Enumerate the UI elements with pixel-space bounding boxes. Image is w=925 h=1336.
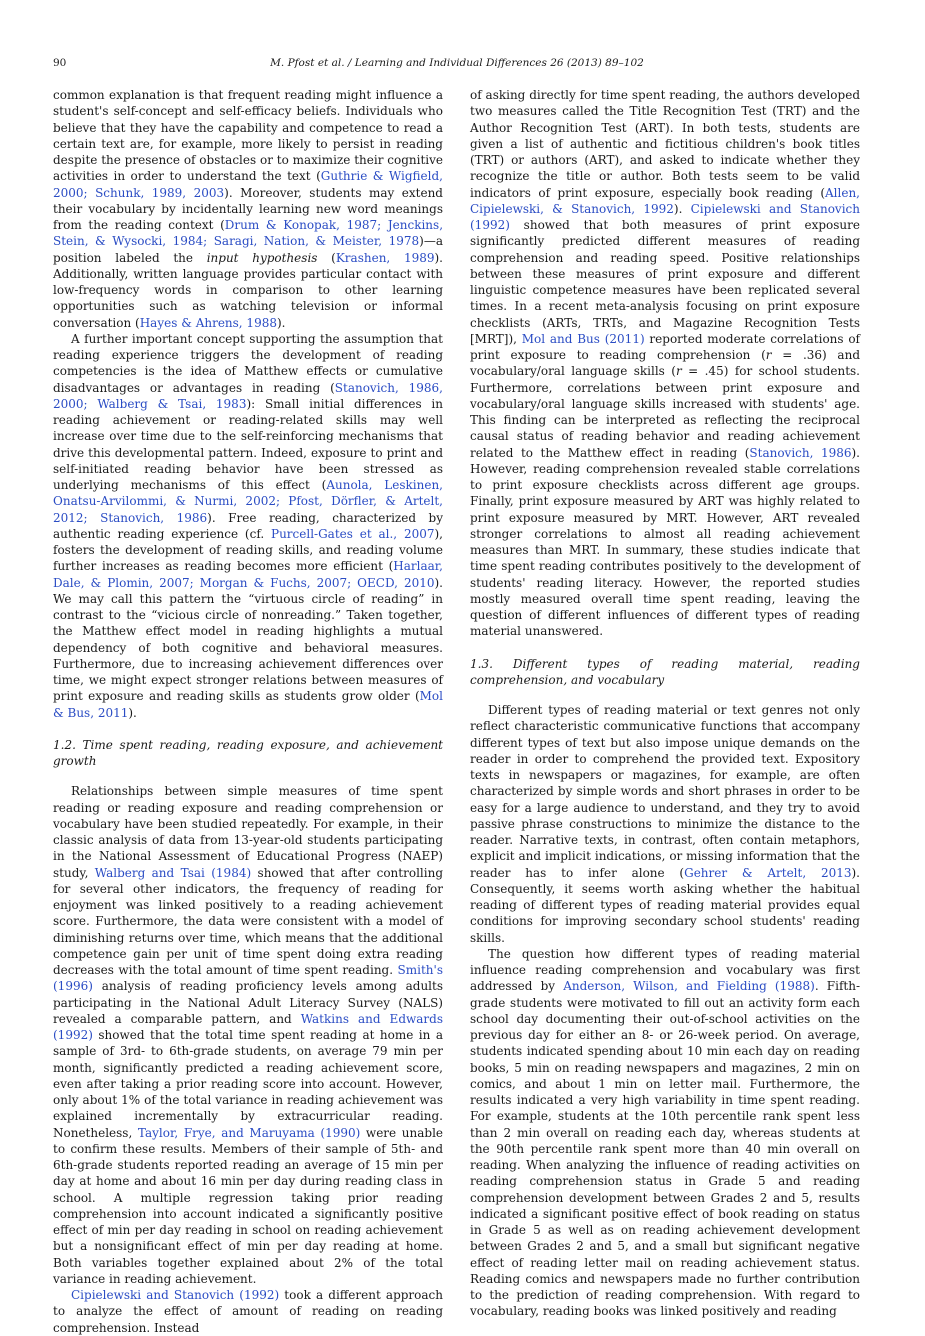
citation-link[interactable]: Purcell-Gates et al., 2007 (271, 526, 435, 541)
paragraph: of asking directly for time spent reading, the authors developed two measures called the Title Recognition Test (TRT) and the Author Recognition Test (ART). In both tests, students are given a list of authentic and fictitious children's book titles (TRT) or authors (ART), and asked to indicate whether they recognize the title or author. Both tests seem to be valid indicators of print exposure, especially book reading (Allen, Cipielewski, & Stanovich, 1992). Cipielewski and Stanovich (1992) showed that both measures of print exposure significantly predicted different measures of reading comprehension and reading speed. Positive relationships between these measures of print exposure and different linguistic competence measures have been replicated several times. In a recent meta-analysis focusing on print exposure checklists (ARTs, TRTs, and Magazine Recognition Tests [MRT]), Mol and Bus (2011) reported moderate correlations of print exposure to reading comprehension (r = .36) and vocabulary/oral language skills (r = .45) for school students. Furthermore, correlations between print exposure and vocabulary/oral language skills increased with students' age. This finding can be interpreted as reflecting the reciprocal causal status of reading behavior and reading achievement related to the Matthew effect in reading (Stanovich, 1986). However, reading comprehension revealed stable correlations to print exposure checklists across different age groups. Finally, print exposure measured by ART was highly related to print exposure measured by MRT. However, ART revealed stronger correlations to almost all reading achievement measures than MRT. In summary, these studies indicate that time spent reading contributes positively to the development of students' reading literacy. However, the reported studies mostly measured overall time spent reading, leaving the question of different influences of different types of reading material unanswered. (470, 88, 861, 639)
paragraph: Cipielewski and Stanovich (1992) took a different approach to analyze the effect of amount of reading on reading comprehension. Instead (53, 1288, 444, 1335)
citation-link[interactable]: Smith's (1996) (53, 963, 443, 994)
paragraph: A further important concept supporting the assumption that reading experience triggers the development of reading competencies is the idea of Matthew effects or cumulative disadvantages or advantages in reading (Stanovich, 1986, 2000; Walberg & Tsai, 1983): Small initial differences in reading achievement or reading-related skills may well increase over time due to the self-reinforcing mechanisms that drive this developmental pattern. Indeed, exposure to print and self-initiated reading behavior have been stressed as underlying mechanisms of this effect (Aunola, Leskinen, Onatsu-Arvilommi, & Nurmi, 2002; Pfost, Dörfler, & Artelt, 2012; Stanovich, 1986). Free reading, characterized by authentic reading experience (cf. Purcell-Gates et al., 2007), fosters the development of reading skills, and reading volume further increases as reading becomes more efficient (Harlaar, Dale, & Plomin, 2007; Morgan & Fuchs, 2007; OECD, 2010). We may call this pattern the “virtuous circle of reading” in contrast to the “vicious circle of nonreading.” Taken together, the Matthew effect model in reading highlights a mutual dependency of both cognitive and behavioral measures. Furthermore, due to increasing achievement differences over time, we might expect stronger relations between measures of print exposure and reading skills as students grow older (Mol & Bus, 2011). (53, 331, 443, 720)
section-heading: 1.3. Different types of reading material, reading comprehension, and vocabulary (470, 656, 860, 687)
citation-link[interactable]: Stanovich, 1986, 2000; Walberg & Tsai, 1983 (53, 380, 443, 411)
running-head: M. Pfost et al. / Learning and Individual Differences 26 (2013) 89–102 (270, 57, 644, 69)
citation-link[interactable]: Guthrie & Wigfield, 2000; Schunk, 1989, 2003 (53, 169, 443, 200)
citation-link[interactable]: Mol & Bus, 2011 (53, 689, 443, 720)
right-column (470, 87, 860, 1320)
citation-link[interactable]: Drum & Konopak, 1987; Jenckins, Stein, & Wysocki, 1984; Saragi, Nation, & Meister, 1978 (53, 218, 444, 249)
citation-link[interactable]: Allen, Cipielewski, & Stanovich, 1992 (470, 185, 860, 216)
citation-link[interactable]: Aunola, Leskinen, Onatsu-Arvilommi, & Nurmi, 2002; Pfost, Dörfler, & Artelt, 2012; Stanovich, 1986 (53, 478, 443, 525)
citation-link[interactable]: Hayes & Ahrens, 1988 (139, 315, 277, 330)
citation-link[interactable]: Krashen, 1989 (335, 250, 435, 265)
citation-link[interactable]: Mol and Bus (2011) (521, 331, 645, 346)
citation-link[interactable]: Cipielewski and Stanovich (1992) (470, 201, 860, 232)
citation-link[interactable]: Watkins and Edwards (1992) (53, 1011, 443, 1042)
citation-link[interactable]: Taylor, Frye, and Maruyama (1990) (137, 1125, 361, 1140)
page-number: 90 (53, 57, 67, 69)
paragraph: Relationships between simple measures of time spent reading or reading exposure and reading comprehension or vocabulary have been studied repeatedly. For example, in their classic analysis of data from 13-year-old students participating in the National Assessment of Educational Progress (NAEP) study, Walberg and Tsai (1984) showed that after controlling for several other indicators, the frequency of reading for enjoyment was linked positively to a reading achievement score. Furthermore, the data were consistent with a model of diminishing returns over time, which means that the additional competence gain per unit of time spent doing extra reading decreases with the total amount of time spent reading. Smith's (1996) analysis of reading proficiency levels among adults participating in the National Adult Literacy Survey (NALS) revealed a comparable pattern, and Watkins and Edwards (1992) showed that the total time spent reading at home in a sample of 3rd- to 6th-grade students, on average 79 min per month, significantly predicted a reading achievement score, even after taking a prior reading score into account. However, only about 1% of the total variance in reading achievement was explained incrementally by extracurricular reading. Nonetheless, Taylor, Frye, and Maruyama (1990) were unable to confirm these results. Members of their sample of 5th- and 6th-grade students reported reading an average of 15 min per day at home and about 16 min per day during reading class in school. A multiple regression taking prior reading comprehension into account indicated a significantly positive effect of min per day reading in school on reading achievement but a nonsignificant effect of min per day reading at home. Both variables together explained about 2% of the total variance in reading achievement. (53, 784, 444, 1286)
citation-link[interactable]: Anderson, Wilson, and Fielding (1988) (563, 979, 815, 994)
paragraph: common explanation is that frequent reading might influence a student's self-concept and self-efficacy beliefs. Individuals who believe that they have the capability and competence to read a certain text are, for example, more likely to persist in reading despite the presence of obstacles or to maximize their cognitive activities in order to understand the text (Guthrie & Wigfield, 2000; Schunk, 1989, 2003). Moreover, students may extend their vocabulary by incidentally learning new word meanings from the reading context (Drum & Konopak, 1987; Jenckins, Stein, & Wysocki, 1984; Saragi, Nation, & Meister, 1978)—a position labeled the input hypothesis (Krashen, 1989). Additionally, written language provides particular contact with low-frequency words in comparison to other learning opportunities such as watching television or informal conversation (Hayes & Ahrens, 1988). (53, 88, 444, 330)
paragraph: Different types of reading material or text genres not only reflect characteristic communicative functions that accompany different types of text but also impose unique demands on the reader in order to comprehend the provided text. Expository texts in newspapers or magazines, for example, are often characterized by simple words and short phrases in order to be easy for a large audience to understand, and they try to avoid passive phrase constructions to minimize the distance to the reader. Narrative texts, in contrast, often contain metaphors, explicit and implicit indications, or missing information that the reader has to infer alone (Gehrer & Artelt, 2013). Consequently, it seems worth asking whether the habitual reading of different types of reading material provides equal conditions for improving secondary school students' reading skills. (470, 703, 860, 945)
citation-link[interactable]: Cipielewski and Stanovich (1992) (71, 1288, 280, 1302)
citation-link[interactable]: Walberg and Tsai (1984) (94, 865, 252, 880)
left-column (53, 87, 443, 1336)
paragraph: The question how different types of reading material influence reading comprehension and vocabulary was first addressed by Anderson, Wilson, and Fielding (1988). Fifth-grade students were motivated to fill out an activity form each school day documenting their out-of-school activities on the previous day for either an 8- or 26-week period. On average, students indicated spending about 10 min each day on reading books, 5 min on reading newspapers and magazines, 2 min on comics, and about 1 min on letter mail. Furthermore, the results indicated a very high variability in time spent reading. For example, students at the 10th percentile rank spent less than 2 min overall on reading each day, whereas students at the 90th percentile rank spent more than 40 min overall on reading. When analyzing the influence of reading activities on reading comprehension status in Grade 5 and reading comprehension development between Grades 2 and 5, results indicated a significant positive effect of book reading on status in Grade 5 as well as on reading achievement development between Grades 2 and 5, and a small but significant negative effect of reading letter mail on reading achievement status. Reading comics and newspapers made no further contribution to the prediction of reading comprehension. With regard to vocabulary, reading books was linked positively and reading (470, 946, 861, 1319)
section-heading: 1.2. Time spent reading, reading exposure, and achievement growth (53, 737, 443, 768)
citation-link[interactable]: Harlaar, Dale, & Plomin, 2007; Morgan & Fuchs, 2007; OECD, 2010 (53, 559, 443, 590)
citation-link[interactable]: Gehrer & Artelt, 2013 (684, 865, 852, 880)
citation-link[interactable]: Stanovich, 1986 (749, 445, 852, 460)
page-header (53, 57, 861, 73)
